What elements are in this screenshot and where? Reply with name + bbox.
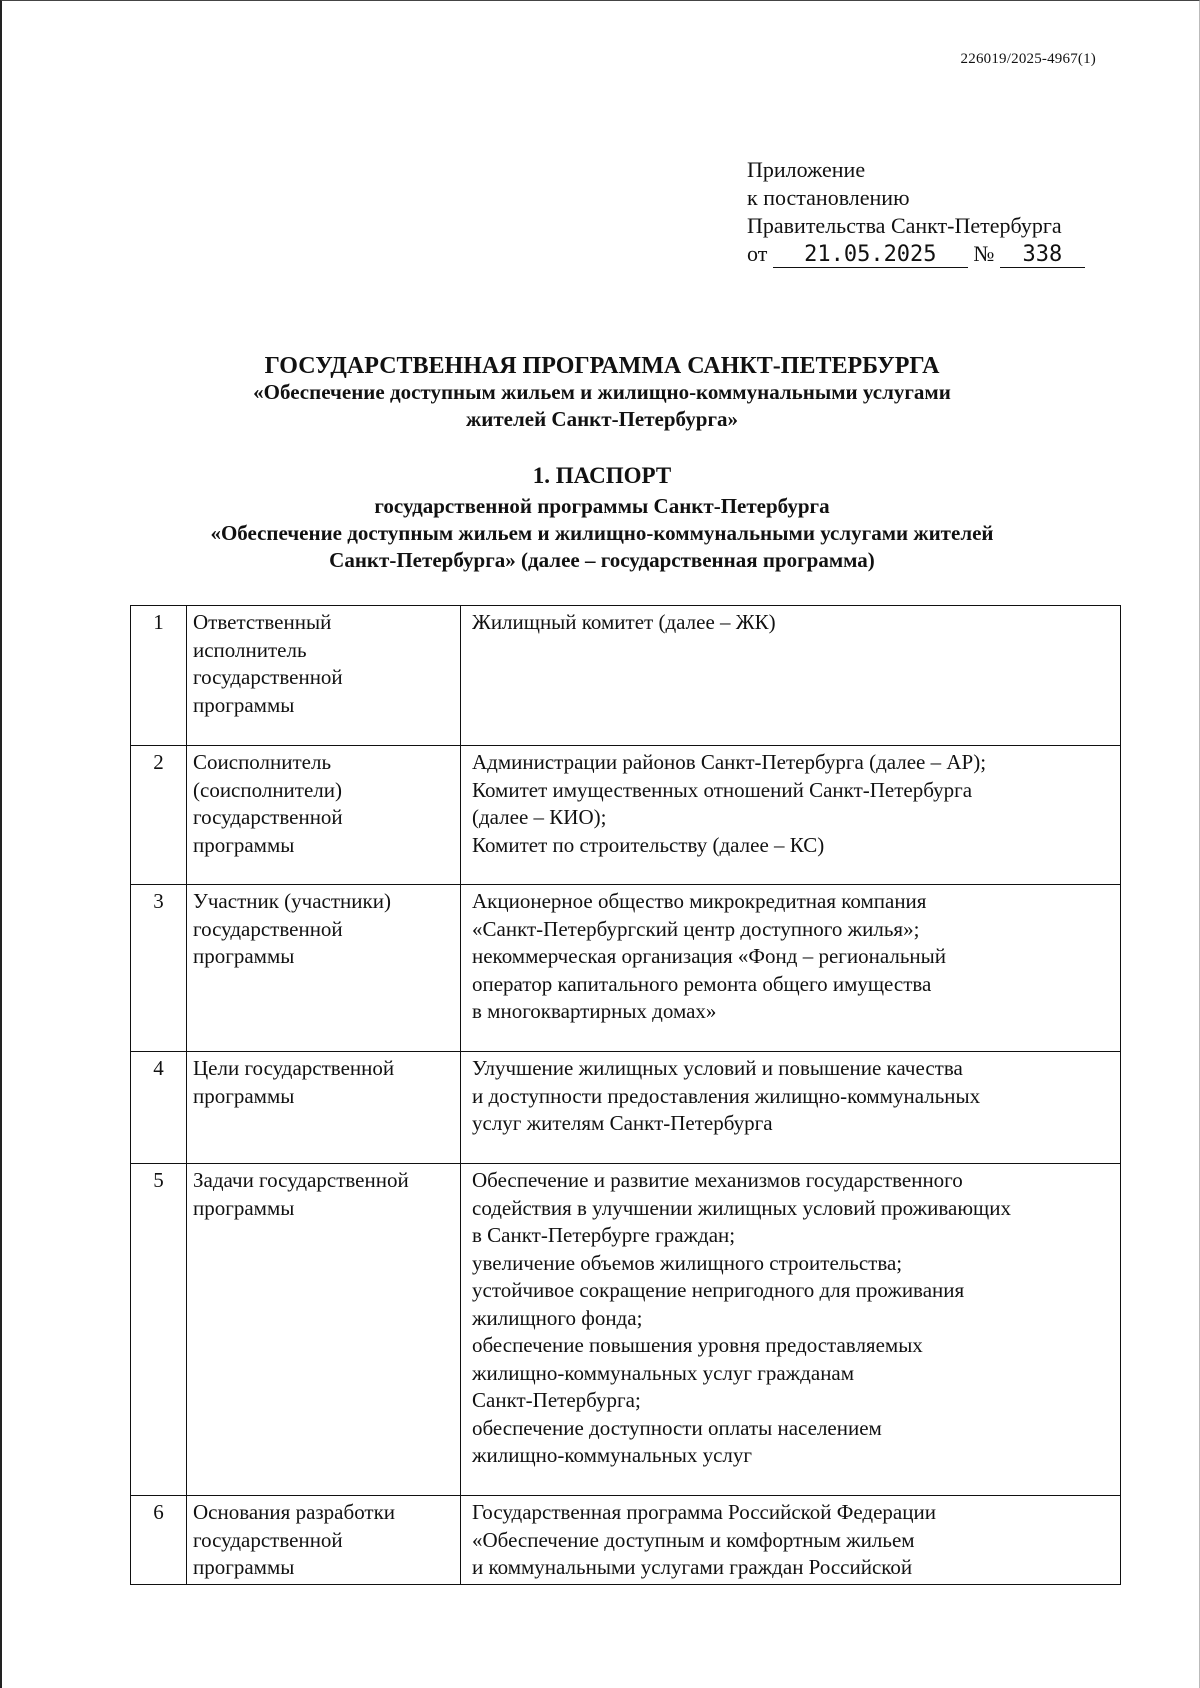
appendix-date-line (747, 240, 1085, 268)
passport-heading: 1. ПАСПОРТ (532, 463, 672, 488)
table-row (131, 1164, 1121, 1496)
row-key-line: Основания разработки (193, 1500, 396, 1524)
row-key-line: программы (193, 692, 295, 717)
program-title: ГОСУДАРСТВЕННАЯ ПРОГРАММА САНКТ-ПЕТЕРБУРГА (264, 353, 940, 379)
row-key (187, 746, 461, 885)
row-value (461, 1164, 1121, 1496)
resolution-number: 338 (1000, 243, 1085, 268)
row-value-line: жилищно-коммунальных услуг гражданам (472, 1360, 855, 1385)
date-prefix: от (747, 241, 768, 266)
row-value-line: Комитет имущественных отношений Санкт-Петербурга (472, 777, 973, 802)
row-value-line: «Обеспечение доступным и комфортным жильем (472, 1527, 915, 1552)
row-key (187, 1164, 461, 1496)
row-key-line: исполнитель (193, 637, 307, 662)
row-number: 4 (131, 1052, 187, 1164)
appendix-line: к постановлению (747, 185, 910, 210)
table-row (131, 1052, 1121, 1164)
document-registration-number: 226019/2025-4967(1) (960, 51, 1096, 67)
row-key-line: государственной (193, 665, 343, 689)
row-key-line: программы (193, 1555, 295, 1579)
row-value-line: в многоквартирных домах» (472, 999, 717, 1023)
row-key (187, 885, 461, 1052)
number-prefix: № (973, 241, 995, 266)
row-number: 6 (131, 1496, 187, 1585)
row-value-line: «Санкт-Петербургский центр доступного жилья»; (472, 916, 920, 941)
row-value-line: Обеспечение и развитие механизмов государственного (472, 1168, 963, 1192)
table-row (131, 606, 1121, 746)
row-key-line: государственной (193, 916, 343, 941)
program-subtitle-line: жителей Санкт-Петербурга» (466, 407, 738, 431)
program-subtitle (122, 379, 1082, 433)
row-value (461, 1496, 1121, 1585)
row-value-line: услуг жителям Санкт-Петербурга (472, 1111, 773, 1135)
row-value-line: жилищно-коммунальных услуг (472, 1443, 752, 1467)
passport-subheading-line: «Обеспечение доступным жильем и жилищно-коммунальными услугами жителей (210, 521, 994, 545)
row-value (461, 885, 1121, 1052)
row-key-line: программы (193, 832, 295, 857)
row-value (461, 606, 1121, 746)
passport-table (130, 605, 1121, 1585)
row-value-line: обеспечение повышения уровня предоставляемых (472, 1333, 923, 1357)
row-value-line: Комитет по строительству (далее – КС) (472, 832, 825, 857)
row-number: 1 (131, 606, 187, 746)
table-row (131, 1496, 1121, 1585)
program-subtitle-line: «Обеспечение доступным жильем и жилищно-коммунальными услугами (253, 380, 951, 404)
row-value-line: жилищного фонда; (472, 1305, 643, 1330)
row-key-line: программы (193, 1195, 295, 1220)
resolution-date: 21.05.2025 (773, 243, 968, 268)
row-key-line: Ответственный (193, 610, 332, 634)
table-row (131, 746, 1121, 885)
row-number: 3 (131, 885, 187, 1052)
row-key (187, 606, 461, 746)
passport-subheading (122, 493, 1082, 574)
row-key (187, 1496, 461, 1585)
row-value-line: увеличение объемов жилищного строительства; (472, 1250, 903, 1275)
table-row (131, 885, 1121, 1052)
row-value (461, 746, 1121, 885)
row-key-line: государственной (193, 805, 343, 829)
appendix-line: Приложение (747, 157, 866, 182)
row-value-line: Улучшение жилищных условий и повышение качества (472, 1056, 963, 1080)
row-value-line: Санкт-Петербурга; (472, 1388, 641, 1412)
row-value-line: в Санкт-Петербурге граждан; (472, 1223, 736, 1247)
row-key-line: Соисполнитель (193, 750, 332, 774)
appendix-block (747, 156, 1085, 268)
passport-subheading-line: Санкт-Петербурга» (далее – государственная программа) (329, 548, 875, 572)
row-value-line: содействия в улучшении жилищных условий проживающих (472, 1195, 1011, 1220)
row-key-line: государственной (193, 1527, 343, 1552)
row-value-line: некоммерческая организация «Фонд – региональный (472, 944, 946, 968)
row-value-line: устойчивое сокращение непригодного для проживания (472, 1278, 965, 1302)
row-value-line: Акционерное общество микрокредитная компания (472, 889, 927, 913)
row-value-line: оператор капитального ремонта общего имущества (472, 971, 932, 996)
row-value (461, 1052, 1121, 1164)
row-key-line: (соисполнители) (193, 777, 342, 802)
row-key-line: Цели государственной (193, 1056, 395, 1080)
row-key (187, 1052, 461, 1164)
row-value-line: (далее – КИО); (472, 805, 607, 829)
row-key-line: Участник (участники) (193, 889, 391, 913)
row-value-line: Администрации районов Санкт-Петербурга (далее – АР); (472, 750, 987, 774)
row-value-line: Государственная программа Российской Федерации (472, 1500, 936, 1524)
passport-subheading-line: государственной программы Санкт-Петербурга (374, 494, 830, 518)
appendix-line: Правительства Санкт-Петербурга (747, 213, 1062, 238)
row-key-line: Задачи государственной (193, 1168, 409, 1192)
row-value-line: и коммунальными услугами граждан Российской (472, 1555, 913, 1579)
row-value-line: обеспечение доступности оплаты населением (472, 1415, 882, 1440)
row-number: 2 (131, 746, 187, 885)
row-value-line: и доступности предоставления жилищно-коммунальных (472, 1083, 981, 1108)
row-key-line: программы (193, 1083, 295, 1108)
row-value-line: Жилищный комитет (далее – ЖК) (472, 610, 776, 634)
row-number: 5 (131, 1164, 187, 1496)
row-key-line: программы (193, 944, 295, 968)
